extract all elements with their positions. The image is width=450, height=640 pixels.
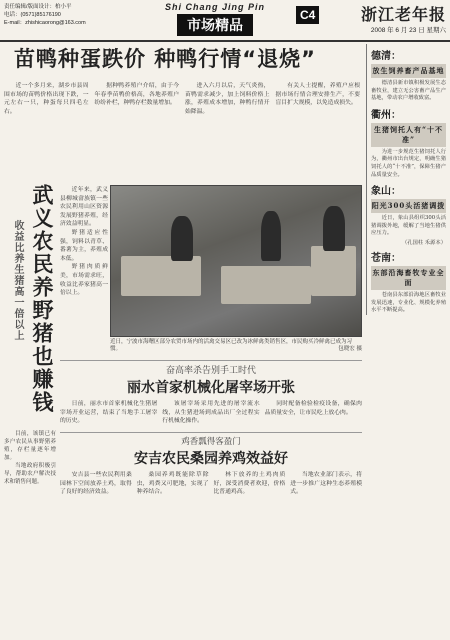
email-line: E-mail：zhishicaorong@163.com bbox=[4, 20, 86, 26]
side-paragraph: 当地政府积极引导，帮助农户解决技术和销售问题。 bbox=[4, 463, 56, 485]
page-number: C4 bbox=[296, 6, 319, 24]
brief-text: 德清县新市镇积极发展生态畜牧业，建立无公害畜产品生产基地，带动农户增收致富。 bbox=[371, 80, 446, 102]
story3-kicker: 鸡香瓢得客盈门 bbox=[181, 437, 241, 447]
regional-briefs bbox=[366, 44, 446, 315]
story2-paragraph: 同时配备检验检疫设备，确保肉品质量安全，让市民吃上放心肉。 bbox=[264, 401, 362, 416]
brief-banner: 放生饲养畜产品基地 bbox=[371, 64, 446, 78]
photo-caption bbox=[110, 339, 362, 353]
photo-person bbox=[171, 216, 193, 261]
story2-paragraph: 日前，丽水市首家机械化生猪屠宰场开业运营，结束了当地手工屠宰的历史。 bbox=[60, 401, 158, 425]
story3-headline: 安吉农民桑园养鸡效益好 bbox=[134, 451, 288, 467]
story3-paragraph: 当地农业部门表示，将进一步推广这种生态养殖模式。 bbox=[290, 472, 362, 496]
photo-credit: 包晓宏 摄 bbox=[338, 346, 362, 352]
brief-banner: 阳光300头活猪调拨 bbox=[371, 199, 446, 213]
paper-name: 浙江老年报 bbox=[360, 5, 446, 24]
section-pinyin: Shi Chang Jing Pin bbox=[164, 2, 265, 12]
side-paragraph: 野猪肉质鲜美，市场需求旺，收益比养家猪高一倍以上。 bbox=[60, 264, 108, 297]
market-photo bbox=[110, 185, 362, 337]
photo-stall bbox=[121, 256, 201, 296]
region-deqing: 德清： bbox=[371, 51, 401, 62]
brief-banner: 生猪饲托人有“十不准” bbox=[371, 123, 446, 147]
lead-paragraph: 有关人士提醒，养殖户应根据市场行情合理安排生产，不要盲目扩大规模，以免造成损失。 bbox=[275, 83, 360, 107]
photo-person bbox=[323, 206, 345, 251]
lead-paragraph: 进入六月以后，天气炎热，苗鸭需求减少，加上饲料价格上涨，养殖成本增加，种鸭行情开始降温。 bbox=[185, 83, 270, 115]
masthead bbox=[0, 0, 450, 42]
photo-stall bbox=[311, 246, 356, 296]
brief-text: 为进一步规范生猪饲托人行为，衢州市出台规定，明确生猪饲托人的“十不准”，保障生猪产品质量安全。 bbox=[371, 148, 446, 178]
story-chicken-farming bbox=[60, 432, 362, 497]
side-headline: 武义农民养野猪也赚钱 bbox=[30, 184, 55, 414]
side-paragraph: 野猪适应性强，饲料以青草、番薯为主，养殖成本低。 bbox=[60, 229, 108, 262]
paper-identity bbox=[361, 2, 446, 34]
story3-paragraph: 林下放养的土鸡肉质好，深受消费者欢迎，价格比普通鸡高。 bbox=[213, 472, 286, 496]
region-quzhou: 衢州： bbox=[371, 109, 401, 121]
section-title: 市场精品 bbox=[177, 14, 253, 36]
phone-line: 电话：(0571)85176190 bbox=[4, 12, 61, 18]
story3-paragraph: 安吉县一些农民利用桑园林下空间放养土鸡，取得了良好的经济效益。 bbox=[60, 472, 132, 496]
side-feature-continued bbox=[4, 430, 56, 486]
story-slaughterhouse bbox=[60, 360, 362, 426]
photo-person bbox=[261, 211, 281, 261]
section-header bbox=[130, 2, 300, 36]
side-feature-body bbox=[60, 186, 108, 298]
story2-headline: 丽水首家机械化屠宰场开张 bbox=[127, 380, 295, 396]
brief-signature: （孔国柱 禾源本） bbox=[401, 239, 446, 246]
lead-story bbox=[4, 82, 360, 116]
side-subheadline: 收益比养生猪高一倍以上 bbox=[12, 220, 23, 341]
lead-paragraph: 据种鸭养殖户介绍，由于今年春季苗鸭价格高，各地养殖户纷纷补栏，种鸭存栏数量增加。 bbox=[94, 83, 179, 107]
brief-text: 苍南县东部沿海地区畜牧业发展迅速，专业化、规模化养殖水平不断提高。 bbox=[371, 291, 446, 314]
region-cangnan: 苍南： bbox=[371, 252, 401, 264]
masthead-info bbox=[4, 3, 86, 27]
lead-paragraph: 近一个多月来，湖乡市县周围市场的苗鸭价格出现下跌，一元左右一只，种蛋每只四毛左右。 bbox=[4, 83, 89, 115]
caption-text: 近日，宁波市海曙区部分农贸市场内的活禽交易区已改为冰鲜禽类销售区，市民购买冷鲜禽已成为习惯。 bbox=[110, 339, 353, 352]
side-paragraph: 目前，该镇已有多户农民从事野猪养殖，存栏量逐年增加。 bbox=[4, 431, 56, 461]
issue-date: 2008 年 6 月 23 日 星期六 bbox=[370, 27, 446, 34]
brief-banner: 东部沿海畜牧专业全面 bbox=[371, 266, 446, 290]
story2-paragraph: 该屠宰场采用先进的屠宰流水线，从生猪进场到成品出厂全过程实行机械化操作。 bbox=[162, 401, 260, 425]
region-xiangshan: 象山： bbox=[371, 186, 401, 198]
editor-line: 责任编辑/版面设计：柏小平 bbox=[4, 4, 72, 10]
story2-kicker: 奋高率杀告别手工时代 bbox=[165, 366, 256, 376]
lead-headline: 苗鸭种蛋跌价 种鸭行情“退烧” bbox=[14, 47, 316, 71]
story3-paragraph: 桑园养鸡既能除草除虫，鸡粪又可肥地，实现了种养结合。 bbox=[136, 472, 209, 496]
brief-text: 近日，象山县组织300头活猪调拨外地，缓解了当地生猪供应压力。 bbox=[371, 215, 446, 237]
side-paragraph: 近年来，武义县柳城畲族镇一些农民利用山区资源发展野猪养殖，经济效益明显。 bbox=[60, 187, 108, 228]
photo-stall bbox=[221, 266, 311, 304]
